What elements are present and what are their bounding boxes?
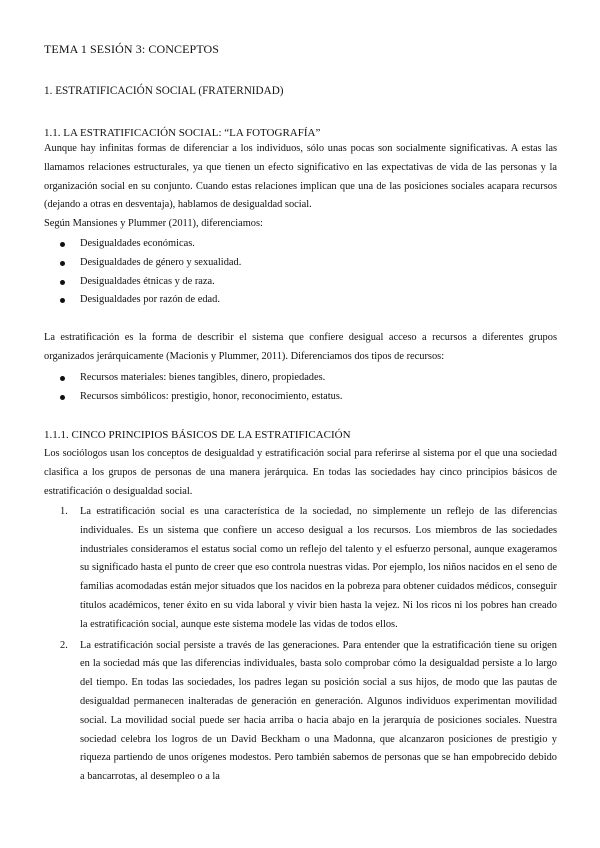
list-item: Recursos materiales: bienes tangibles, dinero, propiedades. <box>44 369 342 388</box>
inequality-list <box>44 235 241 310</box>
subsection-1-body <box>44 140 557 234</box>
list-item: Desigualdades económicas. <box>44 235 241 254</box>
section-heading: 1. ESTRATIFICACIÓN SOCIAL (FRATERNIDAD) <box>44 85 284 97</box>
bullet-icon <box>60 376 65 381</box>
paragraph: Aunque hay infinitas formas de diferenciar a los individuos, sólo unas pocas son socialmente significativas. A estas las llamamos relaciones estructurales, ya que tienen un efecto significativo en las expectativas de vida de las personas y la organización social en su conjunto. Cuando estas relaciones implican que una de las posiciones sociales acapara recursos (dejando a otras en desventaja), hablamos de desigualdad social. <box>44 143 557 211</box>
bullet-icon <box>60 280 65 285</box>
list-item: 1. La estratificación social es una característica de la sociedad, no simplemente un reflejo de las diferencias individuales. Es un sistema que confiere un acceso desigual a los recursos. Los miembros de las sociedades industriales consideramos el estatus social como un reflejo del talento y el esfuerzo personal, aunque exageramos su significado hasta el punto de creer que eso controla nuestras vidas. Por ejemplo, los niños nacidos en el seno de familias acomodadas están mejor situados que los nacidos en la pobreza para obtener cuidados médicos, conseguir títulos académicos, tener éxito en su vida laboral y vivir bien hasta la vejez. Ni los ricos ni los pobres han creado la estratificación social, aunque este sistema modele las vidas de todos ellos. <box>60 506 557 630</box>
bullet-icon <box>60 395 65 400</box>
list-item: Desigualdades por razón de edad. <box>44 291 241 310</box>
bullet-icon <box>60 242 65 247</box>
subsection-heading-2: 1.1.1. CINCO PRINCIPIOS BÁSICOS DE LA ESTRATIFICACIÓN <box>44 429 351 441</box>
list-item: 2. La estratificación social persiste a través de las generaciones. Para entender que la estratificación tiene su origen en la sociedad más que las diferencias individuales, basta solo comprobar cómo la desigualdad persiste a lo largo del tiempo. En todas las sociedades, los padres legan su posición social a sus hijos, de modo que las pautas de desigualdad permanecen inalteradas de generación en generación. Algunos individuos experimentan movilidad social. La movilidad social puede ser hacia arriba o hacia abajo en la jerarquía de posiciones sociales. Nuestra sociedad celebra los logros de un David Beckham o una Madonna, que alcanzaron posiciones de prestigio y riqueza partiendo de unos orígenes modestos. Pero también sabemos de personas que se han empobrecido debido a bancarrotas, al desempleo o a la <box>60 639 557 783</box>
list-item: Desigualdades de género y sexualidad. <box>44 254 241 273</box>
document-title: TEMA 1 SESIÓN 3: CONCEPTOS <box>44 42 220 56</box>
principles-list <box>44 503 557 789</box>
list-item: Recursos simbólicos: prestigio, honor, reconocimiento, estatus. <box>44 388 342 407</box>
list-item: Desigualdades étnicas y de raza. <box>44 273 241 292</box>
bullet-icon <box>60 261 65 266</box>
bullet-icon <box>60 298 65 303</box>
resources-list <box>44 369 342 407</box>
subsection-heading-1: 1.1. LA ESTRATIFICACIÓN SOCIAL: “LA FOTOGRAFÍA” <box>44 127 321 139</box>
source-line: Según Mansiones y Plummer (2011), diferenciamos: <box>44 218 263 230</box>
subsection-2-intro: Los sociólogos usan los conceptos de desigualdad y estratificación social para referirse al sistema por el que una sociedad clasifica a los grupos de personas de una manera jerárquica. En todas las sociedades hay cinco principios básicos de estratificación o desigualdad social. <box>44 448 557 497</box>
paragraph-2: La estratificación es la forma de describir el sistema que confiere desigual acceso a recursos a diferentes grupos organizados jerárquicamente (Macionis y Plummer, 2011). Diferenciamos dos tipos de recursos: <box>44 332 557 362</box>
